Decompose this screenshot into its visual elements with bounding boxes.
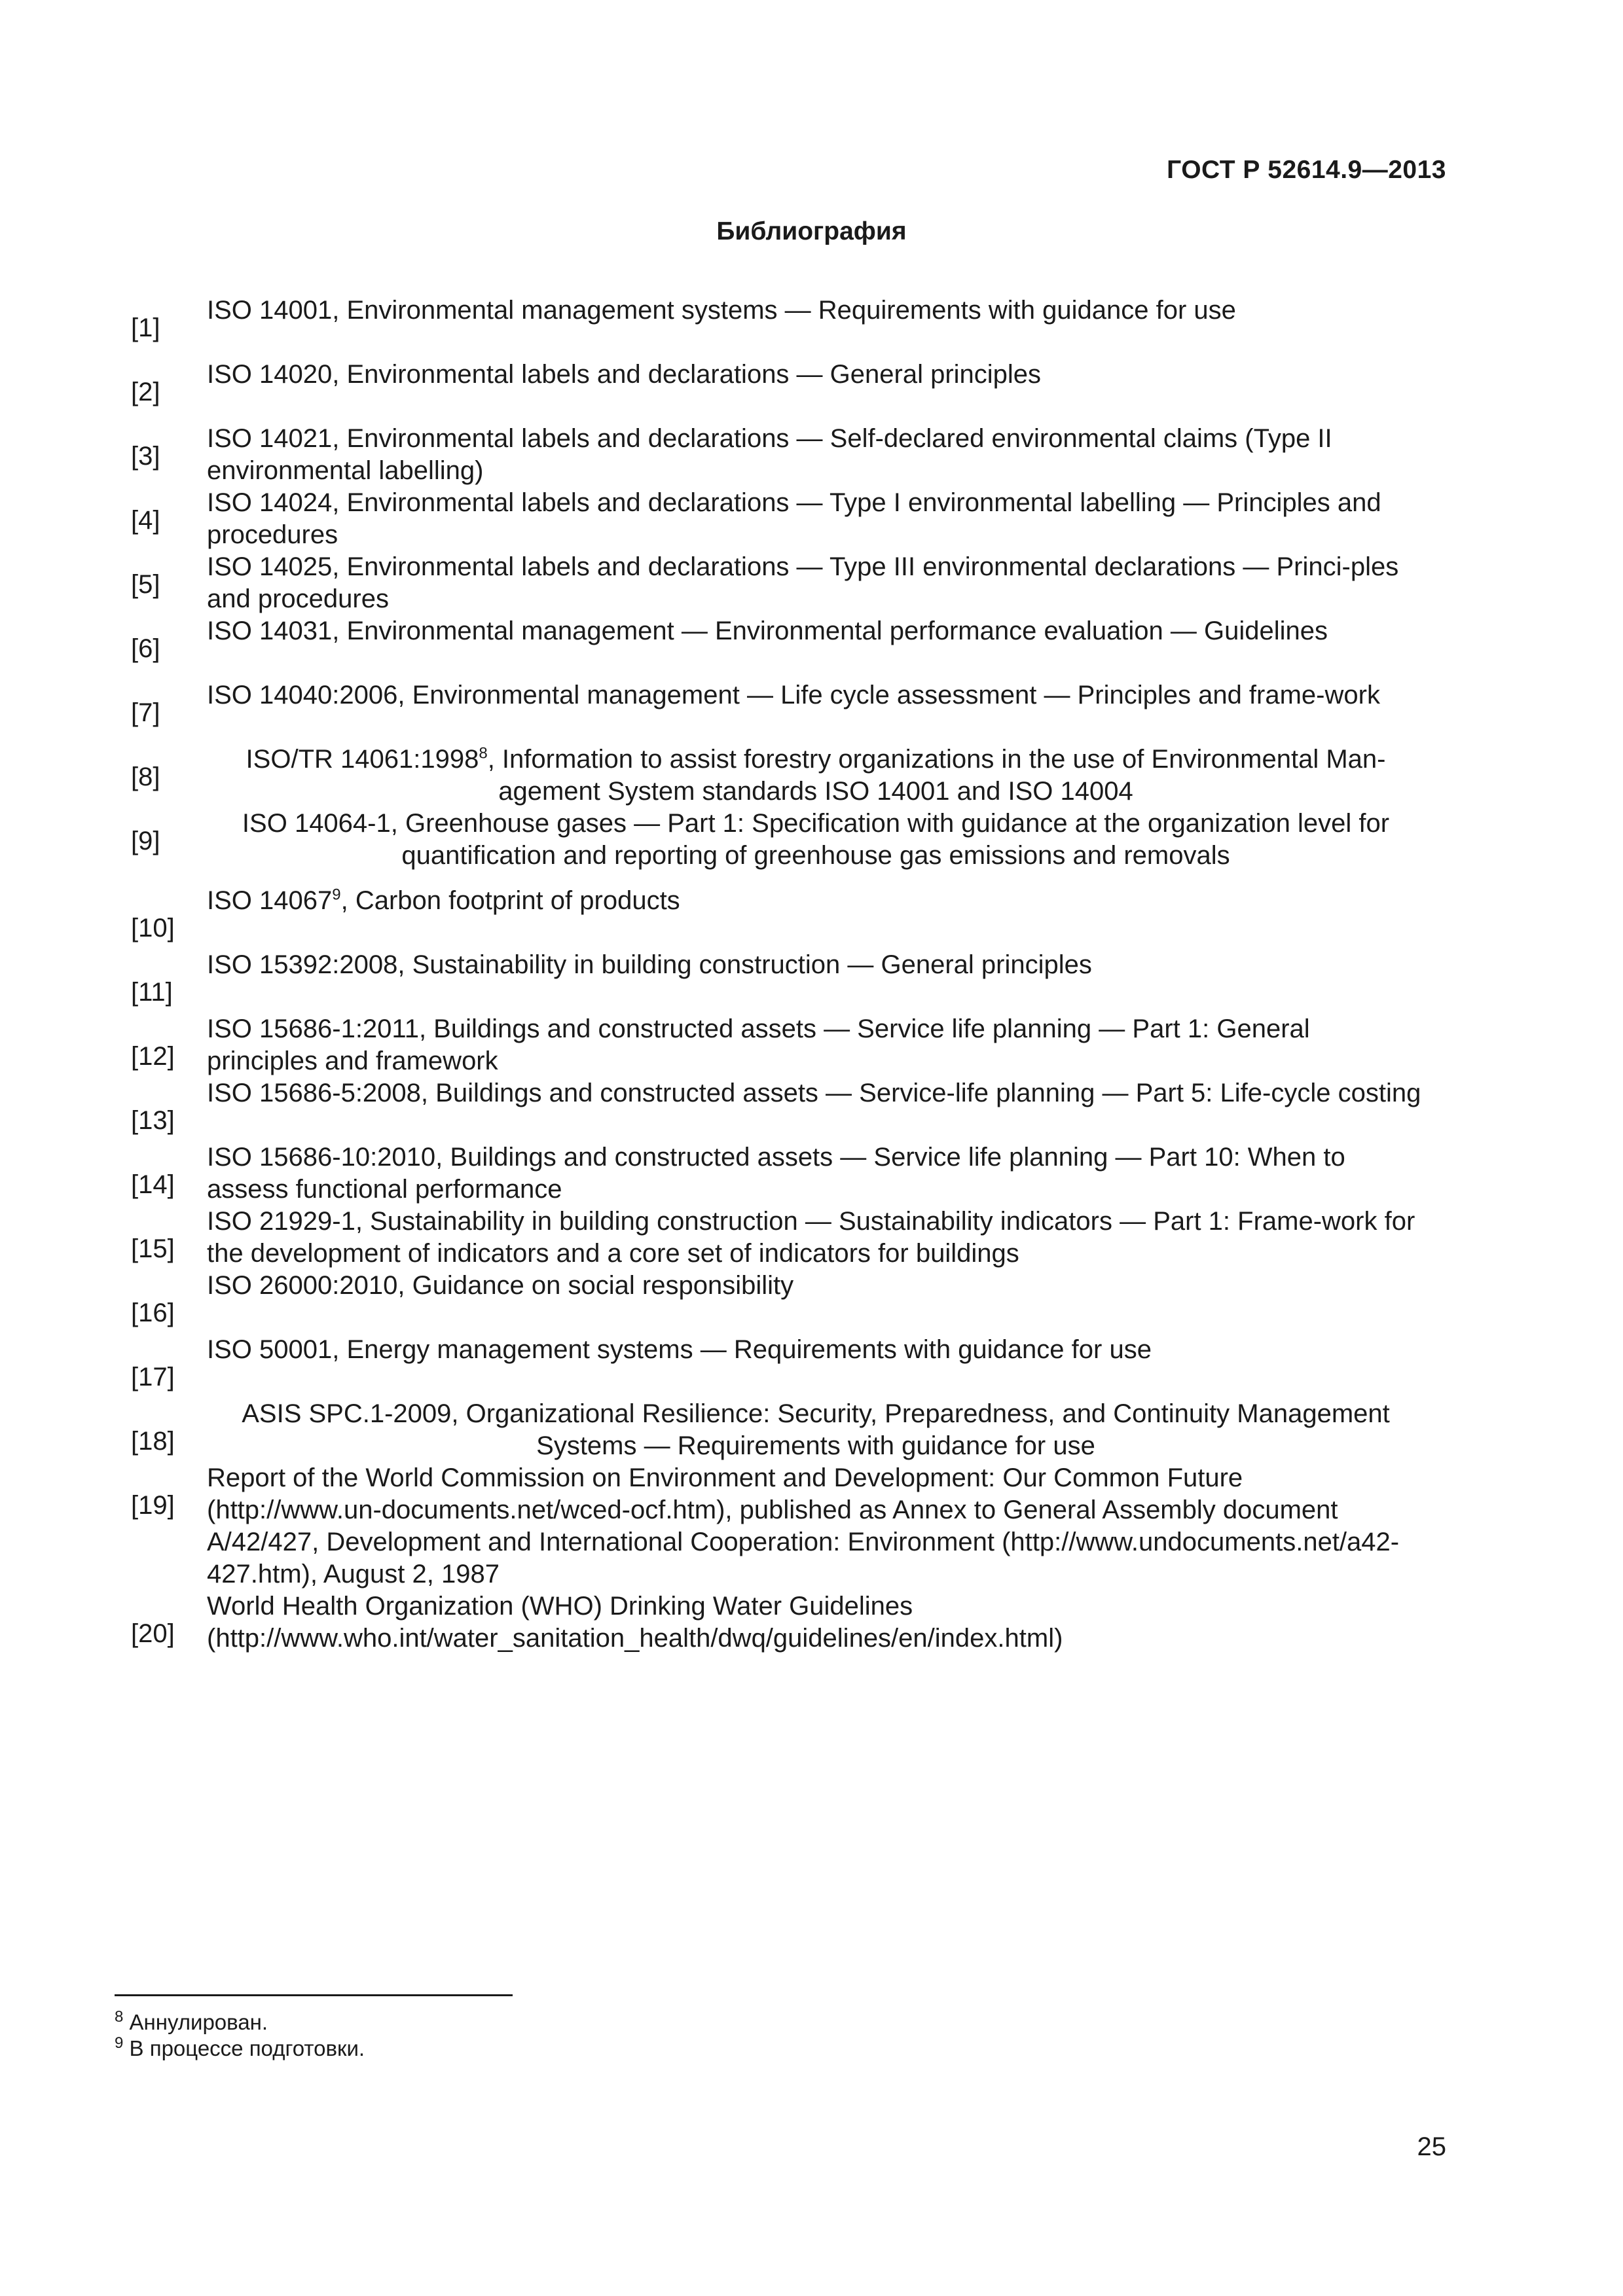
entry-text	[207, 885, 1425, 917]
entry-number: [2]	[131, 378, 160, 406]
entry-text-post: , Information to assist forestry organizations in the use of Environmental Man-agement System standards ISO 14001 and ISO 14004	[487, 745, 1386, 806]
entry-number: [12]	[131, 1042, 175, 1071]
entry-number: [19]	[131, 1491, 175, 1520]
entry-number: [3]	[131, 442, 160, 471]
entry-number: [11]	[131, 978, 173, 1007]
entry-text: ISO 14021, Environmental labels and declarations — Self-declared environmental claims (Type II environmental labelling)	[207, 424, 1332, 485]
entry-number: [8]	[131, 762, 160, 791]
document-code: ГОСТ Р 52614.9—2013	[1167, 156, 1446, 184]
entry-text: ISO 15686-10:2010, Buildings and constructed assets — Service life planning — Part 10: When to assess functional performance	[207, 1143, 1345, 1204]
entry-text-pre: ISO/TR 14061:1998	[246, 745, 479, 774]
entry-number: [13]	[131, 1106, 175, 1135]
entry-text: ISO 14040:2006, Environmental management — Life cycle assessment — Principles and frame-work	[207, 681, 1380, 709]
entry-text: ASIS SPC.1-2009, Organizational Resilience: Security, Preparedness, and Continuity Management Systems — Requirements with guidance for use	[242, 1399, 1390, 1460]
entry-number: [9]	[131, 827, 160, 855]
entry-text: World Health Organization (WHO) Drinking Water Guidelines (http://www.who.int/water_sanitation_health/dwq/guidelines/en/index.html)	[207, 1592, 1063, 1653]
entry-text: ISO 14020, Environmental labels and declarations — General principles	[207, 360, 1042, 389]
footnote-ref: 9	[332, 886, 341, 904]
entry-number: [7]	[131, 698, 160, 727]
footnote	[115, 2036, 365, 2062]
entry-number: [17]	[131, 1363, 175, 1391]
footnote-text: В процессе подготовки.	[129, 2036, 365, 2060]
footnote-mark: 9	[115, 2034, 124, 2052]
entry-text-post: , Carbon footprint of products	[340, 886, 680, 915]
entry-number: [14]	[131, 1170, 175, 1199]
entry-text: Report of the World Commission on Environment and Development: Our Common Future (http://www.un-documents.net/wced-ocf.htm), published as Annex to General Assembly document A/42/427, Development and International Cooperation: Environment (http://www.undocuments.net/a42-427.htm), August 2, 1987	[207, 1463, 1400, 1588]
entry-number: [20]	[131, 1619, 175, 1648]
entry-text: ISO 14064-1, Greenhouse gases — Part 1: Specification with guidance at the organization level for quantification and reporting of greenhouse gas emissions and removals	[242, 809, 1390, 870]
page-number: 25	[1417, 2132, 1446, 2161]
entry-number: [4]	[131, 506, 160, 535]
entry-text-pre: ISO 14067	[207, 886, 333, 915]
entry-number: [16]	[131, 1299, 175, 1327]
entry-text: ISO 15686-1:2011, Buildings and constructed assets — Service life planning — Part 1: General principles and framework	[207, 1014, 1310, 1075]
footnote-mark: 8	[115, 2008, 124, 2026]
footnote	[115, 2009, 268, 2036]
entry-number: [6]	[131, 634, 160, 663]
entry-text: ISO 26000:2010, Guidance on social responsibility	[207, 1271, 794, 1300]
entry-text: ISO 14031, Environmental management — Environmental performance evaluation — Guidelines	[207, 617, 1328, 645]
entry-number: [15]	[131, 1234, 175, 1263]
entry-text: ISO 50001, Energy management systems — Requirements with guidance for use	[207, 1335, 1152, 1364]
footnote-ref: 8	[479, 744, 488, 762]
entry-number: [18]	[131, 1427, 175, 1456]
entry-text	[207, 744, 1425, 808]
entry-number: [5]	[131, 570, 160, 599]
entry-text: ISO 14024, Environmental labels and declarations — Type I environmental labelling — Principles and procedures	[207, 488, 1381, 549]
footnote-separator	[115, 1994, 513, 1996]
entry-text: ISO 15392:2008, Sustainability in building construction — General principles	[207, 950, 1092, 979]
footnote-text: Аннулирован.	[129, 2010, 268, 2034]
entry-text: ISO 15686-5:2008, Buildings and constructed assets — Service-life planning — Part 5: Life-cycle costing	[207, 1079, 1421, 1107]
entry-text: ISO 14025, Environmental labels and declarations — Type III environmental declarations — Princi-ples and procedures	[207, 552, 1399, 613]
page-title: Библиография	[716, 217, 907, 245]
entry-text: ISO 14001, Environmental management systems — Requirements with guidance for use	[207, 296, 1236, 325]
entry-text: ISO 21929-1, Sustainability in building construction — Sustainability indicators — Part 1: Frame-work for the development of indicators and a core set of indicators for buildings	[207, 1207, 1415, 1268]
entry-number: [1]	[131, 314, 160, 342]
entry-number: [10]	[131, 914, 175, 942]
